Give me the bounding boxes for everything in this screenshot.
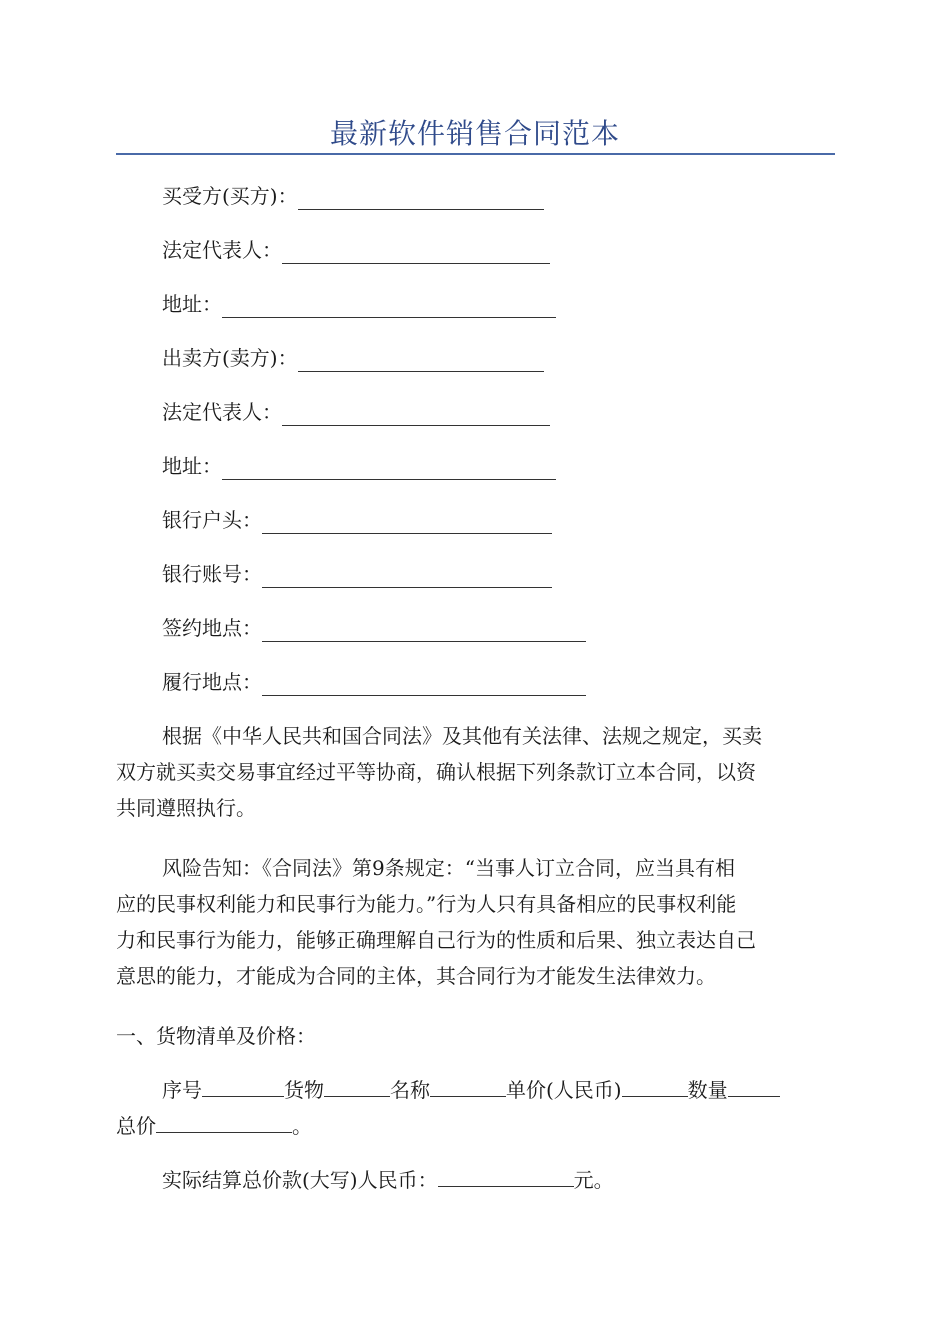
field-label: 法定代表人： — [162, 238, 282, 262]
period: 。 — [292, 1114, 312, 1138]
paragraph-line: 根据《中华人民共和国合同法》及其他有关法律、法规之规定，买卖 — [162, 724, 762, 748]
goods-total-line — [116, 1108, 835, 1144]
fill-blank[interactable] — [262, 565, 552, 588]
bank-account-name-field — [162, 506, 552, 534]
settlement-label: 实际结算总价款(大写)人民币： — [162, 1168, 438, 1192]
fill-blank[interactable] — [262, 619, 586, 642]
paragraph-line: 应的民事权利能力和民事行为能力。”行为人只有具备相应的民事权利能 — [116, 892, 737, 916]
fill-blank[interactable] — [222, 457, 556, 480]
fill-blank[interactable] — [282, 403, 550, 426]
buyer-address-field — [162, 290, 556, 318]
fill-blank[interactable] — [728, 1074, 780, 1097]
goods-qty-label: 数量 — [687, 1078, 728, 1102]
section-heading-goods: 一、货物清单及价格： — [116, 1024, 316, 1048]
field-label: 地址： — [162, 292, 222, 316]
field-label: 出卖方(卖方)： — [162, 346, 298, 370]
seller-field — [162, 344, 544, 372]
fill-blank[interactable] — [438, 1164, 574, 1187]
goods-seq-label: 序号 — [162, 1078, 202, 1102]
goods-total-label: 总价 — [116, 1114, 156, 1138]
fill-blank[interactable] — [156, 1110, 292, 1133]
fill-blank[interactable] — [202, 1074, 284, 1097]
buyer-legal-rep-field — [162, 236, 550, 264]
goods-name-label: 名称 — [390, 1078, 430, 1102]
preamble-paragraph — [116, 718, 835, 826]
fill-blank[interactable] — [282, 241, 550, 264]
paragraph-line: 力和民事行为能力，能够正确理解自己行为的性质和后果、独立表达自己 — [116, 928, 756, 952]
title-underline — [116, 153, 835, 155]
seller-address-field — [162, 452, 556, 480]
fill-blank[interactable] — [430, 1074, 506, 1097]
goods-list-paragraph — [116, 1072, 835, 1144]
fill-blank[interactable] — [262, 673, 586, 696]
seller-legal-rep-field — [162, 398, 550, 426]
field-label: 地址： — [162, 454, 222, 478]
goods-goods-label: 货物 — [284, 1078, 324, 1102]
paragraph-line: 意思的能力，才能成为合同的主体，其合同行为才能发生法律效力。 — [116, 964, 716, 988]
fill-blank[interactable] — [298, 187, 544, 210]
settlement-paragraph — [116, 1162, 835, 1198]
field-label: 银行账号： — [162, 562, 262, 586]
buyer-field — [162, 182, 544, 210]
field-label: 法定代表人： — [162, 400, 282, 424]
paragraph-line: 共同遵照执行。 — [116, 796, 256, 820]
performance-place-field — [162, 668, 586, 696]
field-label: 银行户头： — [162, 508, 262, 532]
fill-blank[interactable] — [222, 295, 556, 318]
field-label: 买受方(买方)： — [162, 184, 298, 208]
settlement-unit: 元。 — [573, 1168, 614, 1192]
risk-notice-paragraph — [116, 850, 835, 994]
goods-columns-line — [116, 1072, 835, 1108]
signing-place-field — [162, 614, 586, 642]
paragraph-line: 双方就买卖交易事宜经过平等协商，确认根据下列条款订立本合同，以资 — [116, 760, 756, 784]
goods-price-label: 单价(人民币) — [506, 1078, 622, 1102]
paragraph-line: 风险告知：《合同法》第9条规定：“当事人订立合同，应当具有相 — [162, 856, 735, 880]
field-label: 签约地点： — [162, 616, 262, 640]
fill-blank[interactable] — [324, 1074, 390, 1097]
fill-blank[interactable] — [262, 511, 552, 534]
document-title: 最新软件销售合同范本 — [329, 117, 620, 150]
settlement-line — [116, 1162, 835, 1198]
fill-blank[interactable] — [298, 349, 544, 372]
bank-account-number-field — [162, 560, 552, 588]
fill-blank[interactable] — [622, 1074, 688, 1097]
field-label: 履行地点： — [162, 670, 262, 694]
